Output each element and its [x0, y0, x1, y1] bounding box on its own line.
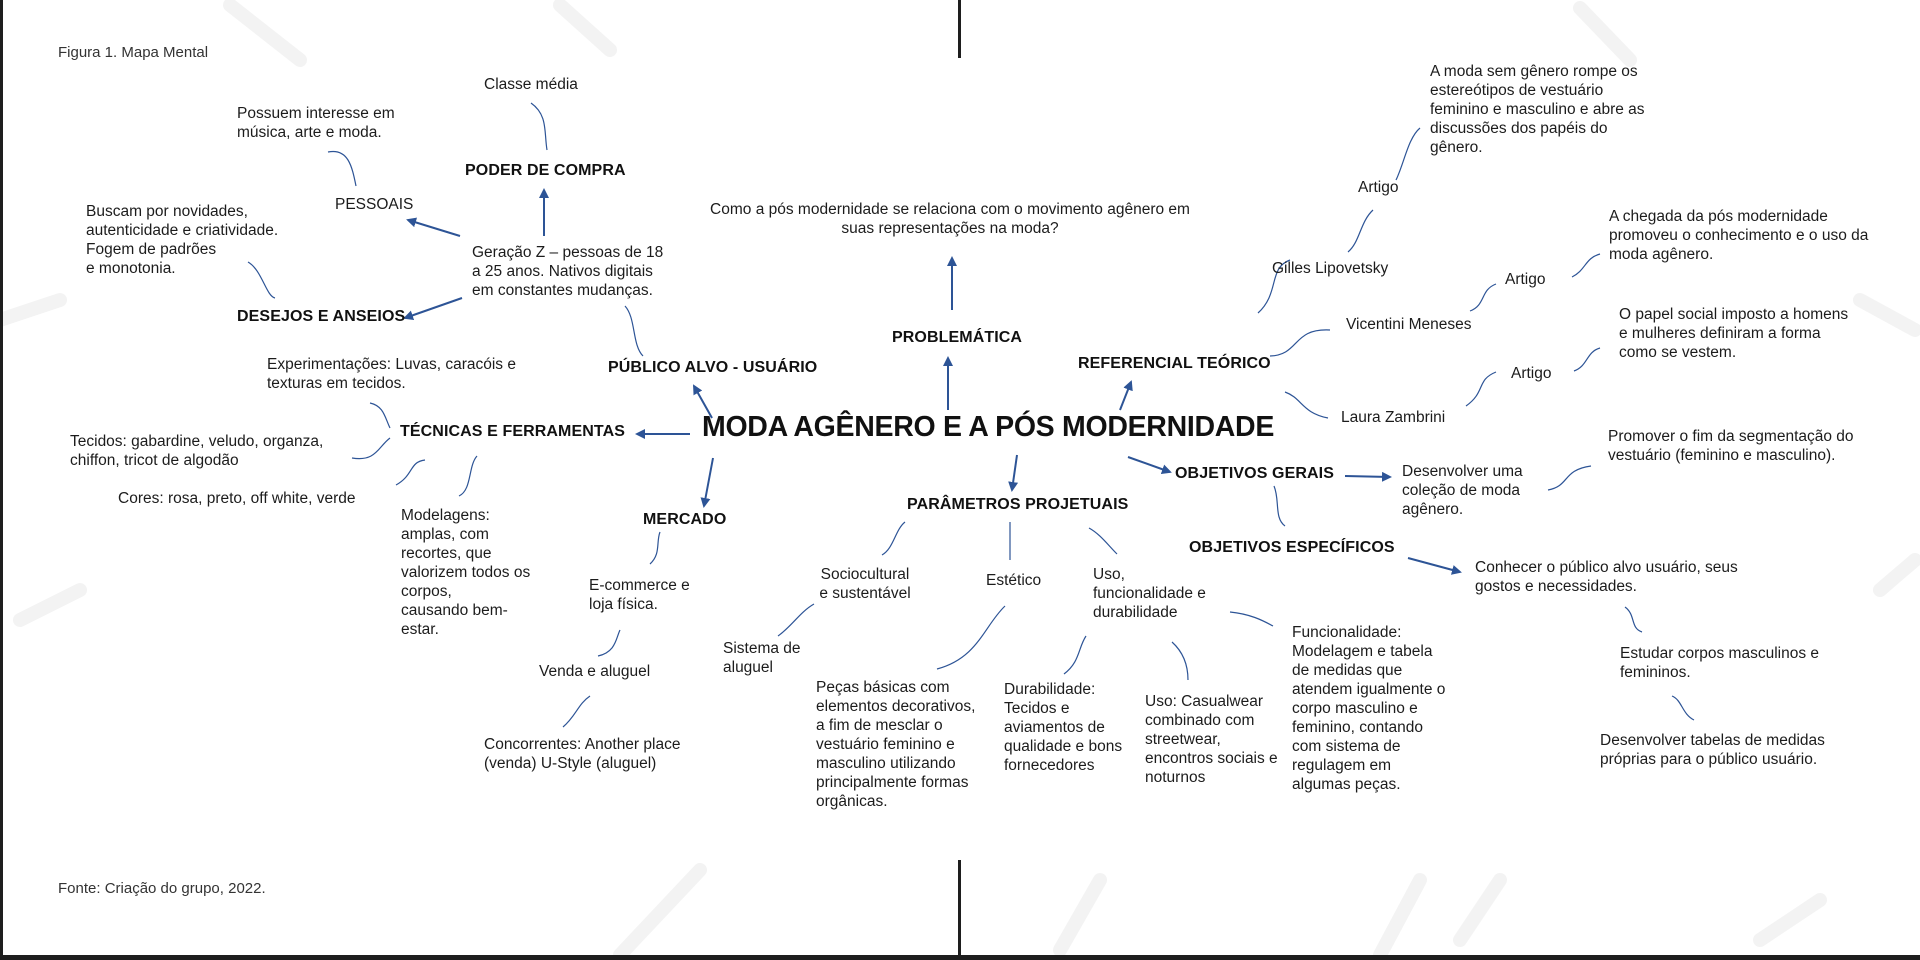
pecas-basicas-node: Peças básicas com elementos decorativos, a fim de mesclar o vestuário feminino e masculino utilizando principalmente formas orgânicas. [816, 679, 976, 810]
parametros-heading: PARÂMETROS PROJETUAIS [907, 496, 1129, 513]
curve-artigo-text-3 [1574, 348, 1600, 371]
curve-sistema [778, 604, 814, 636]
funcionalidade-node: Funcionalidade: Modelagem e tabela de medidas que atendem igualmente o corpo masculino e feminino, contando com sistema de regulagem em algumas peças. [1292, 624, 1446, 793]
curve-pecas [937, 606, 1005, 669]
referencial-heading: REFERENCIAL TEÓRICO [1078, 355, 1271, 372]
curve-vicentini [1270, 330, 1330, 356]
curve-artigo-vicentini [1470, 284, 1496, 311]
curve-experimentacoes [370, 403, 390, 428]
curve-durabilidade [1064, 636, 1086, 674]
arrow-objetivos-gerais-to-desenvolver [1345, 476, 1390, 477]
curve-classe-media [531, 103, 547, 150]
experimentacoes-node: Experimentações: Luvas, caracóis e texturas em tecidos. [267, 356, 516, 392]
curve-funcionalidade [1230, 612, 1273, 626]
curve-artigo-text-1 [1396, 128, 1420, 180]
uso-casualwear-node: Uso: Casualwear combinado com streetwear, encontros sociais e noturnos [1145, 693, 1278, 786]
curve-tecidos [352, 438, 390, 459]
desejos-e-anseios-heading: DESEJOS E ANSEIOS [237, 308, 406, 325]
curve-venda [598, 630, 620, 656]
curve-publico-geracao [625, 306, 643, 356]
curve-sociocultural [882, 522, 905, 555]
arrow-center-to-parametros [1012, 455, 1017, 490]
central-topic: MODA AGÊNERO E A PÓS MODERNIDADE [702, 411, 1275, 443]
buscam-por-novidades-node: Buscam por novidades, autenticidade e criatividade. Fogem de padrões e monotonia. [86, 203, 279, 277]
poder-de-compra-heading: PODER DE COMPRA [465, 162, 626, 179]
curve-cores [396, 460, 425, 485]
ecommerce-node: E-commerce e loja física. [589, 577, 690, 613]
sociocultural-node: Sociocultural e sustentável [819, 566, 911, 602]
pessoais-node: PESSOAIS [335, 196, 414, 213]
curve-laura [1285, 392, 1328, 418]
cores-node: Cores: rosa, preto, off white, verde [118, 490, 356, 507]
vicentini-article-text: A chegada da pós modernidade promoveu o conhecimento e o uso da moda agênero. [1609, 208, 1869, 263]
concorrentes-node: Concorrentes: Another place (venda) U-Style (aluguel) [484, 736, 681, 772]
desenvolver-tabelas-node: Desenvolver tabelas de medidas próprias para o público usuário. [1600, 732, 1825, 768]
estetico-node: Estético [986, 572, 1042, 589]
artigo-vicentini: Artigo [1505, 271, 1546, 288]
curve-desenvolver-promover [1548, 466, 1591, 490]
objetivos-especificos-heading: OBJETIVOS ESPECÍFICOS [1189, 539, 1395, 556]
classe-media-node: Classe média [484, 76, 578, 93]
research-question: Como a pós modernidade se relaciona com o movimento agênero em suas representações na moda? [710, 201, 1190, 237]
vicentini-node: Vicentini Meneses [1346, 316, 1472, 333]
arrow-center-to-objetivos-gerais [1128, 457, 1170, 472]
arrow-center-to-referencial [1120, 382, 1131, 410]
arrow-geracao-to-desejos [405, 298, 462, 318]
arrow-objetivos-especificos-to-conhecer [1408, 558, 1460, 572]
arrow-center-to-mercado [704, 458, 713, 506]
curve-concorrentes [563, 696, 590, 727]
curve-estudar-desenvolver [1672, 696, 1694, 720]
lipovetsky-article-text: A moda sem gênero rompe os estereótipos de vestuário feminino e masculino e abre as discussões dos papéis do gênero. [1430, 63, 1645, 156]
figure-caption: Figura 1. Mapa Mental [58, 44, 209, 61]
durabilidade-node: Durabilidade: Tecidos e aviamentos de qualidade e bons fornecedores [1004, 681, 1123, 774]
venda-aluguel-node: Venda e aluguel [539, 663, 651, 680]
geracao-z-node: Geração Z – pessoas de 18 a 25 anos. Nativos digitais em constantes mudanças. [472, 244, 664, 299]
possuem-interesse-node: Possuem interesse em música, arte e moda. [237, 105, 395, 141]
curve-objetivos-gerais-to-especificos [1274, 486, 1285, 526]
conhecer-publico-node: Conhecer o público alvo usuário, seus gostos e necessidades. [1475, 559, 1738, 595]
objetivos-gerais-heading: OBJETIVOS GERAIS [1175, 465, 1334, 482]
publico-alvo-heading: PÚBLICO ALVO - USUÁRIO [608, 359, 818, 376]
estudar-corpos-node: Estudar corpos masculinos e femininos. [1620, 645, 1820, 681]
laura-node: Laura Zambrini [1341, 409, 1446, 426]
mercado-heading: MERCADO [643, 511, 727, 528]
promover-node: Promover o fim da segmentação do vestuário (feminino e masculino). [1608, 428, 1854, 464]
desenvolver-colecao-node: Desenvolver uma coleção de moda agênero. [1402, 463, 1523, 518]
curve-artigo-text-2 [1572, 254, 1600, 277]
artigo-laura: Artigo [1511, 365, 1552, 382]
curve-artigo-laura [1466, 372, 1496, 406]
arrow-geracao-to-pessoais [408, 220, 460, 236]
curve-modelagens [459, 456, 477, 496]
artigo-lipovetsky: Artigo [1358, 179, 1399, 196]
curve-mercado-ecommerce [650, 532, 660, 564]
tecnicas-heading: TÉCNICAS E FERRAMENTAS [400, 423, 626, 440]
sistema-aluguel-node: Sistema de aluguel [723, 640, 801, 676]
uso-node: Uso, funcionalidade e durabilidade [1093, 566, 1206, 621]
modelagens-node: Modelagens: amplas, com recortes, que valorizem todos os corpos, causando bem- estar. [401, 507, 531, 638]
curve-uso [1089, 528, 1117, 554]
source-caption: Fonte: Criação do grupo, 2022. [58, 880, 266, 897]
curve-possuem [328, 151, 356, 186]
problematica-heading: PROBLEMÁTICA [892, 329, 1023, 346]
tecidos-node: Tecidos: gabardine, veludo, organza, chiffon, tricot de algodão [70, 433, 324, 469]
curve-uso-casual [1172, 642, 1188, 680]
laura-article-text: O papel social imposto a homens e mulheres definiram a forma como se vestem. [1619, 306, 1849, 361]
curve-conhecer-estudar [1625, 607, 1642, 632]
curve-artigo-lipovetsky [1348, 210, 1373, 252]
lipovetsky-node: Gilles Lipovetsky [1272, 260, 1389, 277]
